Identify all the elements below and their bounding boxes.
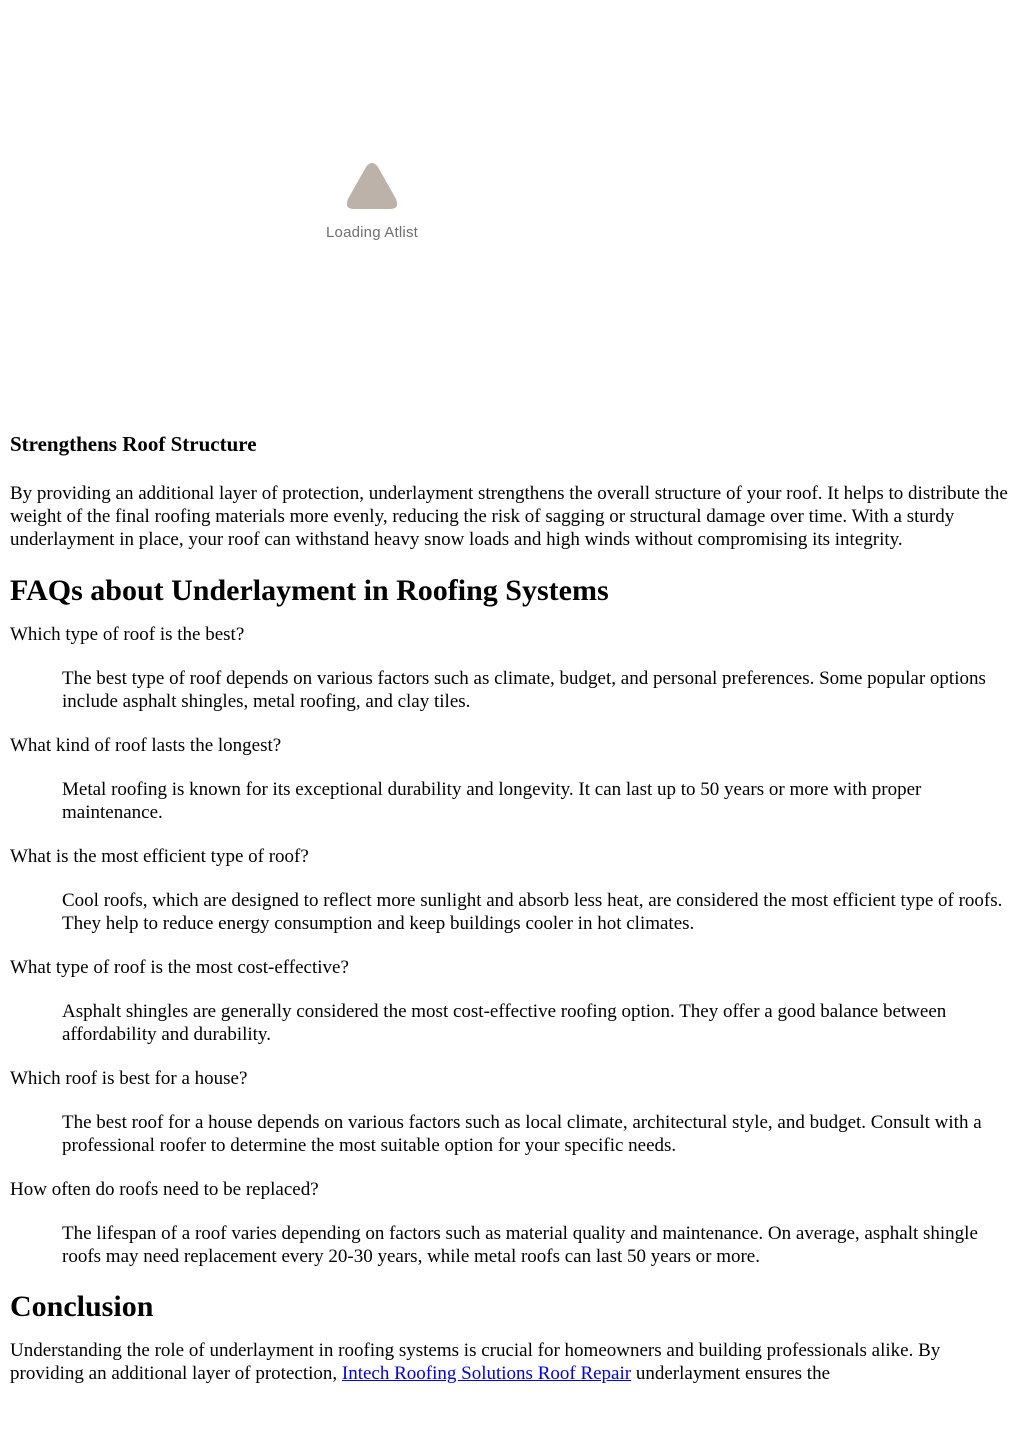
triangle-logo-icon [344, 161, 400, 213]
conclusion-text-start: Understanding the role of underlayment in roofing systems is crucial for homeowners and building professionals alike. By providing an additional layer of protection, [10, 1340, 941, 1384]
faq-question: What type of roof is the most cost-effective? [10, 957, 349, 978]
faq-question: What kind of roof lasts the longest? [10, 735, 282, 756]
conclusion-text-end: underlayment ensures the [631, 1363, 830, 1384]
faq-question: Which roof is best for a house? [10, 1068, 248, 1089]
loading-widget [0, 0, 742, 420]
article-content [10, 429, 1014, 1407]
faq-question: How often do roofs need to be replaced? [10, 1179, 319, 1200]
faq-answer: Asphalt shingles are generally considered the most cost-effective roofing option. They offer a good balance between affordability and durability. [62, 1001, 947, 1045]
section-paragraph-strengthens: By providing an additional layer of protection, underlayment strengthens the overall structure of your roof. It helps to distribute the weight of the final roofing materials more evenly, reducing the risk of sagging or structural damage over time. With a sturdy underlayment in place, your roof can withstand heavy snow loads and high winds without compromising its integrity. [10, 483, 1008, 550]
faq-answer: Metal roofing is known for its exceptional durability and longevity. It can last up to 50 years or more with proper maintenance. [62, 779, 922, 823]
section-heading-strengthens: Strengthens Roof Structure [10, 432, 257, 456]
faq-question: What is the most efficient type of roof? [10, 846, 309, 867]
faq-answer: The best type of roof depends on various factors such as climate, budget, and personal preferences. Some popular options include asphalt shingles, metal roofing, and clay tiles. [62, 668, 986, 712]
faq-answer: Cool roofs, which are designed to reflect more sunlight and absorb less heat, are considered the most efficient type of roofs. They help to reduce energy consumption and keep buildings cooler in hot climates. [62, 890, 1003, 934]
conclusion-paragraph [10, 1339, 1014, 1385]
conclusion-heading: Conclusion [10, 1290, 154, 1323]
faq-answer: The lifespan of a roof varies depending on factors such as material quality and maintenance. On average, asphalt shingle roofs may need replacement every 20-30 years, while metal roofs can last 50 years or more. [62, 1223, 978, 1267]
loading-text: Loading Atlist [325, 224, 419, 241]
faq-answer: The best roof for a house depends on various factors such as local climate, architectural style, and budget. Consult with a professional roofer to determine the most suitable option for your specific needs. [62, 1112, 982, 1156]
faqs-heading: FAQs about Underlayment in Roofing Systems [10, 574, 609, 607]
roof-repair-link[interactable]: Intech Roofing Solutions Roof Repair [341, 1363, 632, 1384]
faq-list [10, 623, 1014, 1268]
faq-question: Which type of roof is the best? [10, 624, 245, 645]
